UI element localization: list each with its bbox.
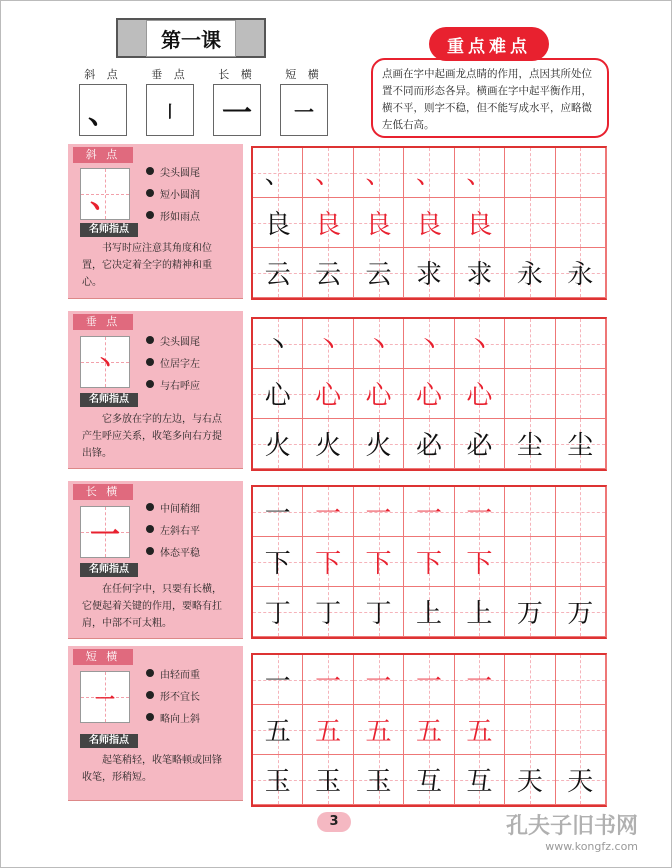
practice-cell[interactable] xyxy=(455,419,505,469)
practice-cell[interactable] xyxy=(404,755,454,805)
bullet-icon xyxy=(146,547,154,555)
tip-text: 尖头圆尾 xyxy=(160,167,200,179)
practice-cell[interactable] xyxy=(455,319,505,369)
demo-stroke: 丶 xyxy=(93,350,116,377)
practice-char: 火 xyxy=(365,431,392,461)
practice-char: 火 xyxy=(264,431,291,461)
practice-cell[interactable] xyxy=(455,705,505,755)
tip-item xyxy=(146,496,200,518)
stroke-reference xyxy=(79,66,127,136)
practice-cell[interactable] xyxy=(303,537,353,587)
watermark-url: www.kongfz.com xyxy=(545,840,639,853)
practice-cell[interactable] xyxy=(354,655,404,705)
demo-box xyxy=(80,671,130,723)
lesson-title xyxy=(116,18,266,58)
practice-cell[interactable] xyxy=(556,248,606,298)
practice-char: 万 xyxy=(516,599,543,629)
page-number: 3 xyxy=(317,812,351,832)
section-panel xyxy=(68,481,243,639)
practice-cell[interactable] xyxy=(455,198,505,248)
practice-char: 永 xyxy=(516,260,543,290)
lesson-title-text: 第一课 xyxy=(146,20,236,57)
practice-char: 一 xyxy=(264,667,291,697)
practice-char: 尘 xyxy=(516,431,543,461)
practice-cell[interactable] xyxy=(404,537,454,587)
practice-char: 永 xyxy=(567,260,594,290)
bullet-icon xyxy=(146,358,154,366)
practice-cell[interactable] xyxy=(505,248,555,298)
practice-char: 必 xyxy=(415,431,442,461)
practice-char: 、 xyxy=(365,160,392,190)
stroke-reference-label: 斜 点 xyxy=(84,68,122,81)
teacher-tip-label: 名师指点 xyxy=(80,393,138,407)
tip-item xyxy=(146,182,200,204)
practice-cell[interactable] xyxy=(455,537,505,587)
practice-cell[interactable] xyxy=(253,487,303,537)
tip-text: 体态平稳 xyxy=(160,547,200,559)
bullet-icon xyxy=(146,713,154,721)
practice-grid xyxy=(251,653,607,807)
practice-cell[interactable] xyxy=(354,487,404,537)
tip-item xyxy=(146,204,200,226)
tip-text: 略向上斜 xyxy=(160,713,200,725)
practice-cell[interactable] xyxy=(556,537,606,587)
practice-char: 五 xyxy=(415,717,442,747)
practice-cell[interactable] xyxy=(556,369,606,419)
practice-cell[interactable] xyxy=(455,755,505,805)
practice-char: 一 xyxy=(466,499,493,529)
practice-char: 、 xyxy=(415,160,442,190)
bullet-icon xyxy=(146,336,154,344)
practice-char: 心 xyxy=(315,381,342,411)
tip-text: 位居字左 xyxy=(160,358,200,370)
tip-item xyxy=(146,662,200,684)
stroke-reference-label: 短 横 xyxy=(285,68,323,81)
section-panel xyxy=(68,144,243,299)
practice-cell[interactable] xyxy=(455,148,505,198)
practice-char: 心 xyxy=(365,381,392,411)
practice-char: 求 xyxy=(466,260,493,290)
practice-cell[interactable] xyxy=(253,369,303,419)
practice-char: 良 xyxy=(315,210,342,240)
demo-box xyxy=(80,336,130,388)
demo-stroke: 一 xyxy=(95,686,115,711)
practice-char: 一 xyxy=(365,499,392,529)
practice-cell[interactable] xyxy=(404,248,454,298)
tip-text: 中间稍细 xyxy=(160,503,200,515)
practice-cell[interactable] xyxy=(354,319,404,369)
section-description: 书写时应注意其角度和位置，它决定着全字的精神和重心。 xyxy=(82,243,212,288)
teacher-tip-label: 名师指点 xyxy=(80,563,138,577)
practice-char: 丁 xyxy=(365,599,392,629)
practice-char: 求 xyxy=(415,260,442,290)
practice-cell[interactable] xyxy=(354,755,404,805)
tip-item xyxy=(146,351,200,373)
section-description: 它多放在字的左边，与右点产生呼应关系，收笔多向右方提出锋。 xyxy=(82,414,222,459)
stroke-reference-label: 长 横 xyxy=(218,68,256,81)
stroke-glyph: 、 xyxy=(88,96,118,131)
stroke-reference xyxy=(280,66,328,136)
practice-char: 丶 xyxy=(315,331,342,361)
practice-cell[interactable] xyxy=(505,537,555,587)
section-stroke-name: 垂 点 xyxy=(73,314,133,330)
practice-char: 丁 xyxy=(315,599,342,629)
demo-stroke: 、 xyxy=(90,180,120,215)
practice-cell[interactable] xyxy=(505,755,555,805)
practice-cell[interactable] xyxy=(303,705,353,755)
practice-cell[interactable] xyxy=(303,419,353,469)
practice-char: 丶 xyxy=(415,331,442,361)
practice-cell[interactable] xyxy=(404,487,454,537)
practice-cell[interactable] xyxy=(505,319,555,369)
practice-cell[interactable] xyxy=(253,537,303,587)
practice-char: 上 xyxy=(415,599,442,629)
practice-grid xyxy=(251,317,607,471)
practice-char: 必 xyxy=(466,431,493,461)
practice-char: 良 xyxy=(264,210,291,240)
stroke-reference-box xyxy=(280,84,328,136)
practice-cell[interactable] xyxy=(253,655,303,705)
practice-cell[interactable] xyxy=(354,419,404,469)
practice-cell[interactable] xyxy=(354,587,404,637)
practice-char: 天 xyxy=(567,767,594,797)
tip-text: 形不宜长 xyxy=(160,691,200,703)
practice-cell[interactable] xyxy=(303,655,353,705)
practice-cell[interactable] xyxy=(354,198,404,248)
practice-char: 下 xyxy=(466,549,493,579)
practice-char: 玉 xyxy=(264,767,291,797)
practice-char: 心 xyxy=(264,381,291,411)
practice-cell[interactable] xyxy=(556,487,606,537)
practice-cell[interactable] xyxy=(303,755,353,805)
practice-char: 尘 xyxy=(567,431,594,461)
practice-cell[interactable] xyxy=(404,655,454,705)
practice-cell[interactable] xyxy=(556,419,606,469)
practice-cell[interactable] xyxy=(455,655,505,705)
stroke-reference xyxy=(213,66,261,136)
practice-char: 丶 xyxy=(466,331,493,361)
practice-cell[interactable] xyxy=(253,587,303,637)
stroke-reference-label: 垂 点 xyxy=(151,68,189,81)
practice-char: 一 xyxy=(264,499,291,529)
practice-char: 、 xyxy=(264,160,291,190)
practice-cell[interactable] xyxy=(505,655,555,705)
practice-char: 云 xyxy=(264,260,291,290)
section-panel xyxy=(68,646,243,801)
practice-cell[interactable] xyxy=(354,537,404,587)
stroke-reference-row xyxy=(79,66,328,136)
practice-cell[interactable] xyxy=(505,419,555,469)
practice-char: 五 xyxy=(365,717,392,747)
practice-char: 、 xyxy=(315,160,342,190)
practice-cell[interactable] xyxy=(404,587,454,637)
tips-list xyxy=(146,160,200,226)
practice-cell[interactable] xyxy=(455,248,505,298)
section-stroke-name: 长 横 xyxy=(73,484,133,500)
section-description: 起笔稍轻，收笔略顿或回锋收笔，形稍短。 xyxy=(82,755,222,783)
practice-char: 一 xyxy=(365,667,392,697)
practice-cell[interactable] xyxy=(556,755,606,805)
section-stroke-name: 短 横 xyxy=(73,649,133,665)
practice-char: 一 xyxy=(315,499,342,529)
tip-item xyxy=(146,684,200,706)
stroke-reference xyxy=(146,66,194,136)
practice-char: 丶 xyxy=(365,331,392,361)
stroke-glyph: 一 xyxy=(222,96,252,131)
practice-char: 良 xyxy=(415,210,442,240)
practice-cell[interactable] xyxy=(556,587,606,637)
practice-char: 、 xyxy=(466,160,493,190)
bullet-icon xyxy=(146,380,154,388)
practice-char: 互 xyxy=(466,767,493,797)
bullet-icon xyxy=(146,211,154,219)
tip-text: 尖头圆尾 xyxy=(160,336,200,348)
practice-cell[interactable] xyxy=(303,148,353,198)
section-panel xyxy=(68,311,243,469)
practice-cell[interactable] xyxy=(404,419,454,469)
teacher-tip-label: 名师指点 xyxy=(80,223,138,237)
practice-cell[interactable] xyxy=(505,587,555,637)
tip-text: 由轻而重 xyxy=(160,669,200,681)
practice-char: 丁 xyxy=(264,599,291,629)
tip-text: 短小圆润 xyxy=(160,189,200,201)
tips-list xyxy=(146,329,200,395)
practice-char: 五 xyxy=(315,717,342,747)
practice-char: 互 xyxy=(415,767,442,797)
practice-cell[interactable] xyxy=(505,148,555,198)
practice-cell[interactable] xyxy=(404,198,454,248)
practice-char: 下 xyxy=(264,549,291,579)
practice-cell[interactable] xyxy=(556,198,606,248)
stroke-glyph: 一 xyxy=(294,99,314,124)
practice-char: 良 xyxy=(365,210,392,240)
bullet-icon xyxy=(146,669,154,677)
section-stroke-name: 斜 点 xyxy=(73,147,133,163)
stroke-glyph: 丨 xyxy=(161,101,178,121)
practice-char: 一 xyxy=(415,499,442,529)
tip-text: 形如雨点 xyxy=(160,211,200,223)
demo-stroke: 一 xyxy=(90,518,120,553)
section-description: 在任何字中，只要有长横，它便起着关键的作用，要略有扛肩，中部不可太粗。 xyxy=(82,584,222,629)
stroke-reference-box xyxy=(79,84,127,136)
practice-cell[interactable] xyxy=(556,655,606,705)
practice-cell[interactable] xyxy=(505,705,555,755)
practice-cell[interactable] xyxy=(455,587,505,637)
practice-char: 一 xyxy=(466,667,493,697)
practice-cell[interactable] xyxy=(505,487,555,537)
practice-char: 玉 xyxy=(365,767,392,797)
practice-char: 下 xyxy=(365,549,392,579)
watermark-text: 孔夫子旧书网 xyxy=(506,814,639,839)
practice-char: 万 xyxy=(567,599,594,629)
practice-cell[interactable] xyxy=(253,319,303,369)
demo-box xyxy=(80,168,130,220)
tip-item xyxy=(146,706,200,728)
practice-cell[interactable] xyxy=(354,148,404,198)
practice-cell[interactable] xyxy=(404,319,454,369)
practice-cell[interactable] xyxy=(404,148,454,198)
tip-item xyxy=(146,160,200,182)
tip-text: 与右呼应 xyxy=(160,380,200,392)
practice-char: 丶 xyxy=(264,331,291,361)
practice-char: 五 xyxy=(466,717,493,747)
practice-char: 心 xyxy=(415,381,442,411)
practice-char: 下 xyxy=(315,549,342,579)
tip-item xyxy=(146,373,200,395)
tips-list xyxy=(146,662,200,728)
watermark xyxy=(506,809,638,853)
tips-list xyxy=(146,496,200,562)
practice-char: 心 xyxy=(466,381,493,411)
tip-item xyxy=(146,540,200,562)
bullet-icon xyxy=(146,525,154,533)
practice-cell[interactable] xyxy=(303,198,353,248)
practice-char: 玉 xyxy=(315,767,342,797)
practice-char: 五 xyxy=(264,717,291,747)
practice-cell[interactable] xyxy=(303,369,353,419)
stroke-reference-box xyxy=(146,84,194,136)
practice-grid xyxy=(251,146,607,300)
practice-cell[interactable] xyxy=(354,705,404,755)
practice-char: 火 xyxy=(315,431,342,461)
bullet-icon xyxy=(146,503,154,511)
practice-cell[interactable] xyxy=(303,319,353,369)
tip-text: 左斜右平 xyxy=(160,525,200,537)
practice-cell[interactable] xyxy=(404,705,454,755)
practice-cell[interactable] xyxy=(303,248,353,298)
practice-cell[interactable] xyxy=(455,369,505,419)
key-points-title: 重点难点 xyxy=(429,27,549,61)
tip-item xyxy=(146,329,200,351)
practice-char: 天 xyxy=(516,767,543,797)
practice-cell[interactable] xyxy=(253,248,303,298)
bullet-icon xyxy=(146,167,154,175)
practice-char: 下 xyxy=(415,549,442,579)
practice-char: 云 xyxy=(315,260,342,290)
practice-cell[interactable] xyxy=(404,369,454,419)
stroke-reference-box xyxy=(213,84,261,136)
practice-cell[interactable] xyxy=(253,148,303,198)
practice-char: 一 xyxy=(315,667,342,697)
practice-cell[interactable] xyxy=(253,755,303,805)
practice-cell[interactable] xyxy=(505,198,555,248)
practice-cell[interactable] xyxy=(505,369,555,419)
practice-cell[interactable] xyxy=(354,248,404,298)
practice-char: 良 xyxy=(466,210,493,240)
practice-cell[interactable] xyxy=(556,319,606,369)
practice-cell[interactable] xyxy=(556,148,606,198)
bullet-icon xyxy=(146,691,154,699)
tip-item xyxy=(146,518,200,540)
practice-cell[interactable] xyxy=(354,369,404,419)
practice-cell[interactable] xyxy=(253,705,303,755)
practice-cell[interactable] xyxy=(455,487,505,537)
practice-cell[interactable] xyxy=(556,705,606,755)
practice-cell[interactable] xyxy=(253,419,303,469)
practice-cell[interactable] xyxy=(303,587,353,637)
key-points-text: 点画在字中起画龙点睛的作用，点因其所处位置不同而形态各异。横画在字中起平衡作用，横不平，则字不稳，但不能写成水平，应略微左低右高。 xyxy=(371,58,609,138)
bullet-icon xyxy=(146,189,154,197)
practice-char: 云 xyxy=(365,260,392,290)
practice-grid xyxy=(251,485,607,639)
practice-cell[interactable] xyxy=(303,487,353,537)
practice-char: 一 xyxy=(415,667,442,697)
demo-box xyxy=(80,506,130,558)
teacher-tip-label: 名师指点 xyxy=(80,734,138,748)
practice-cell[interactable] xyxy=(253,198,303,248)
practice-char: 上 xyxy=(466,599,493,629)
